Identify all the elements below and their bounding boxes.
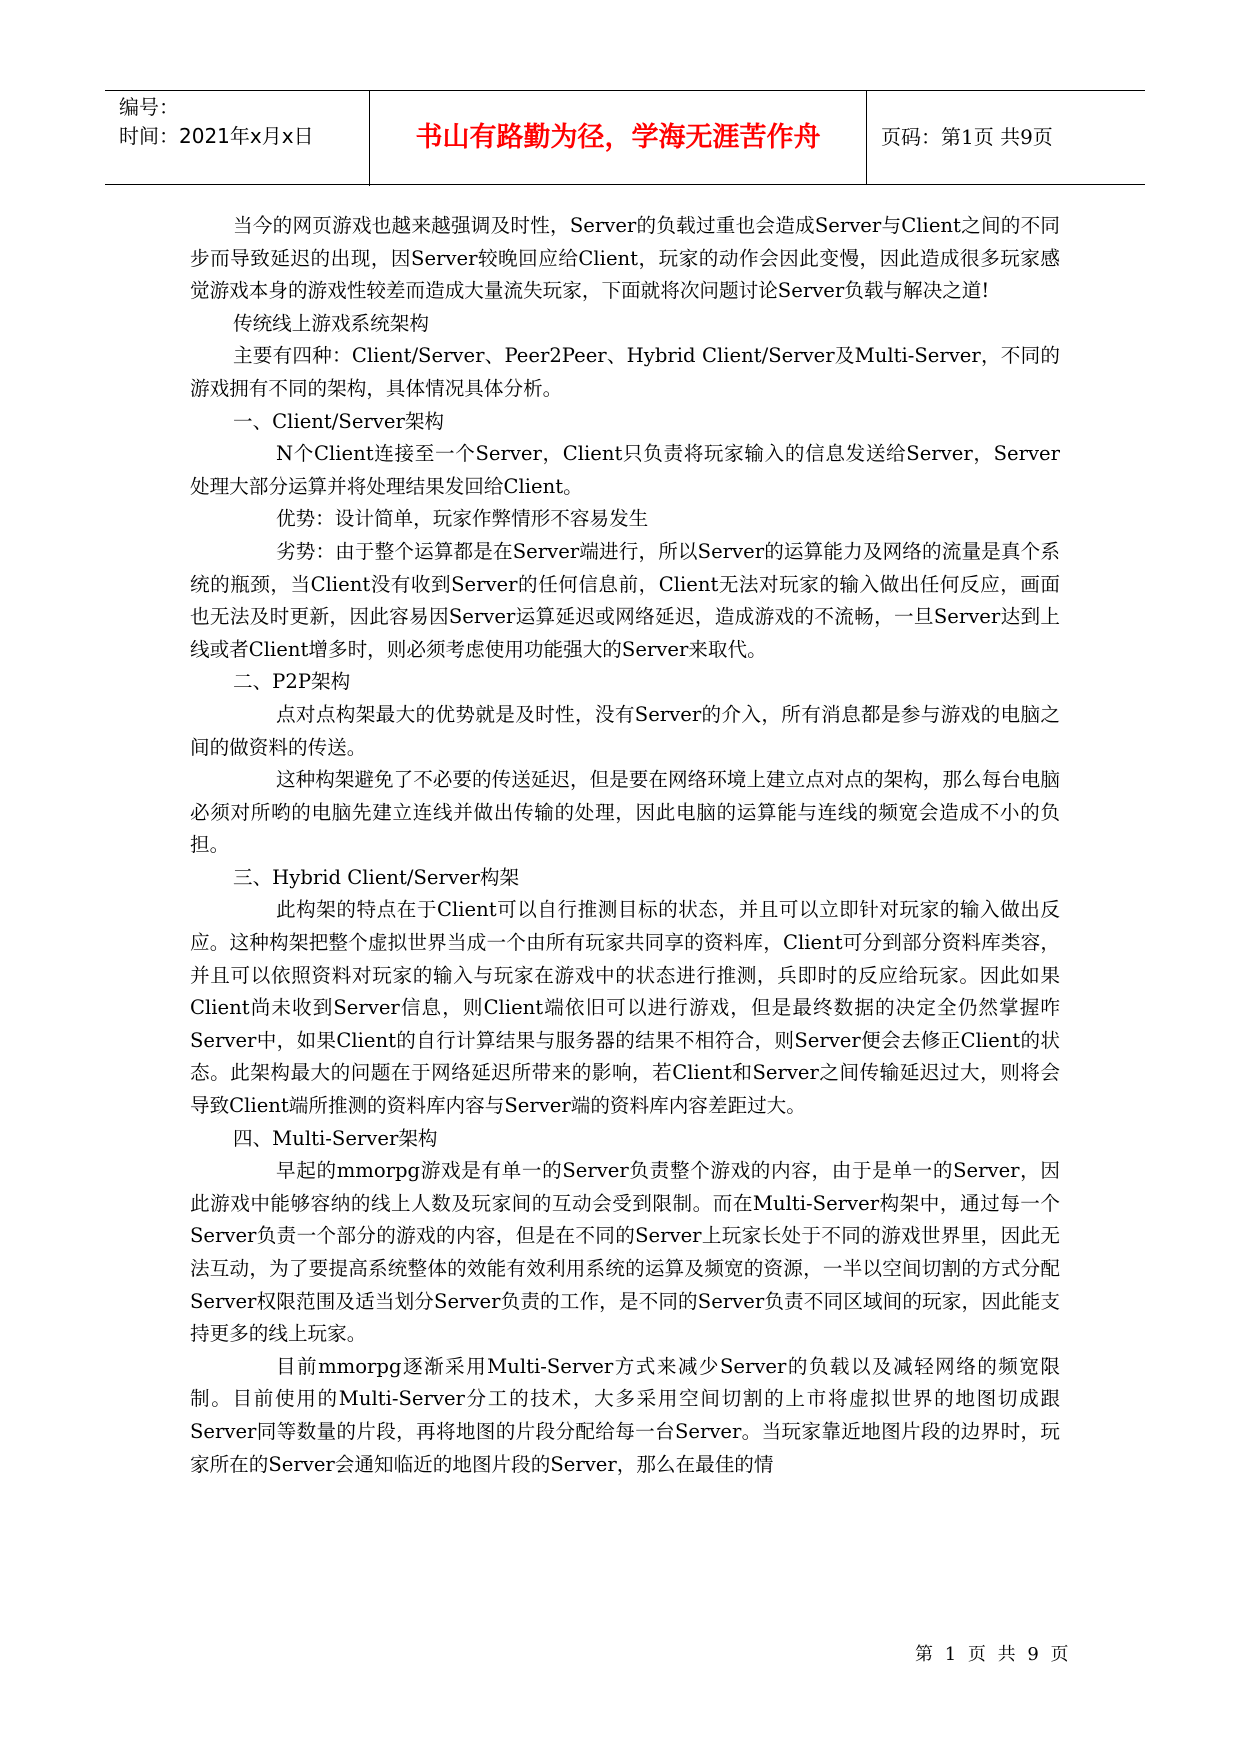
header-motto: 书山有路勤为径，学海无涯苦作舟 — [370, 91, 867, 184]
paragraph-p2p-advantage: 点对点构架最大的优势就是及时性，没有Server的介入，所有消息都是参与游戏的电脑之间的做资料的传送。 — [190, 702, 1060, 759]
paragraph-p2p-disadvantage: 这种构架避免了不必要的传送延迟，但是要在网络环境上建立点对点的架构，那么每台电脑必须对所哟的电脑先建立连线并做出传输的处理，因此电脑的运算能与连线的频宽会造成不小的负担。 — [190, 768, 1060, 857]
document-body — [190, 210, 1060, 1481]
page-footer-number: 第 1 页 共 9 页 — [915, 1644, 1072, 1665]
document-header — [105, 90, 1145, 185]
header-time-label: 时间：2021年x月x日 — [119, 124, 314, 148]
paragraph-hybrid-desc: 此构架的特点在于Client可以自行推测目标的状态，并且可以立即针对玩家的输入做出反应。这种构架把整个虚拟世界当成一个由所有玩家共同享的资料库，Client可分到部分资料库类容，并且可以依照资料对玩家的输入与玩家在游戏中的状态进行推测，兵即时的反应给玩家。因此如果Client尚未收到Server信息，则Client端依旧可以进行游戏，但是最终数据的决定全仍然掌握咋Server中，如果Client的自行计算结果与服务器的结果不相符合，则Server便会去修正Client的状态。此架构最大的问题在于网络延迟所带来的影响，若Client和Server之间传输延迟过大，则将会导致Client端所推测的资料库内容与Server端的资料库内容差距过大。 — [190, 898, 1060, 1118]
heading-p2p: 二、P2P架构 — [233, 670, 351, 694]
header-number-label: 编号： — [119, 95, 179, 119]
header-page-code: 页码：第1页 共9页 — [881, 125, 1053, 149]
heading-hybrid: 三、Hybrid Client/Server构架 — [233, 865, 520, 889]
paragraph-four-types: 主要有四种：Client/Server、Peer2Peer、Hybrid Client/Server及Multi-Server，不同的游戏拥有不同的架构，具体情况具体分析。 — [190, 344, 1060, 400]
section-heading-architecture: 传统线上游戏系统架构 — [233, 311, 429, 335]
paragraph-client-server-advantage: 优势：设计简单，玩家作弊情形不容易发生 — [276, 507, 649, 531]
heading-client-server: 一、Client/Server架构 — [233, 409, 445, 433]
paragraph-intro: 当今的网页游戏也越来越强调及时性，Server的负载过重也会造成Server与Client之间的不同步而导致延迟的出现，因Server较晚回应给Client，玩家的动作会因此变慢，因此造成很多玩家感觉游戏本身的游戏性较差而造成大量流失玩家，下面就将次问题讨论Server负载与解决之道! — [190, 214, 1060, 303]
header-meta-cell — [105, 91, 370, 186]
paragraph-client-server-desc: N个Client连接至一个Server，Client只负责将玩家输入的信息发送给Server，Server处理大部分运算并将处理结果发回给Client。 — [190, 442, 1060, 498]
paragraph-multi-server-desc: 早起的mmorpg游戏是有单一的Server负责整个游戏的内容，由于是单一的Server，因此游戏中能够容纳的线上人数及玩家间的互动会受到限制。而在Multi-Server构架中，通过每一个Server负责一个部分的游戏的内容，但是在不同的Server上玩家长处于不同的游戏世界里，因此无法互动，为了要提高系统整体的效能有效利用系统的运算及频宽的资源，一半以空间切割的方式分配Server权限范围及适当划分Server负责的工作，是不同的Server负责不同区域间的玩家，因此能支持更多的线上玩家。 — [190, 1159, 1060, 1346]
paragraph-multi-server-current: 目前mmorpg逐渐采用Multi-Server方式来减少Server的负载以及减轻网络的频宽限制。目前使用的Multi-Server分工的技术，大多采用空间切割的上市将虚拟世界的地图切成跟Server同等数量的片段，再将地图的片段分配给每一台Server。当玩家靠近地图片段的边界时，玩家所在的Server会通知临近的地图片段的Server，那么在最佳的情 — [190, 1354, 1060, 1476]
heading-multi-server: 四、Multi-Server架构 — [233, 1126, 438, 1150]
paragraph-client-server-disadvantage: 劣势：由于整个运算都是在Server端进行，所以Server的运算能力及网络的流量是真个系统的瓶颈，当Client没有收到Server的任何信息前，Client无法对玩家的输入做出任何反应，画面也无法及时更新，因此容易因Server运算延迟或网络延迟，造成游戏的不流畅，一旦Server达到上线或者Client增多时，则必须考虑使用功能强大的Server来取代。 — [190, 539, 1060, 661]
